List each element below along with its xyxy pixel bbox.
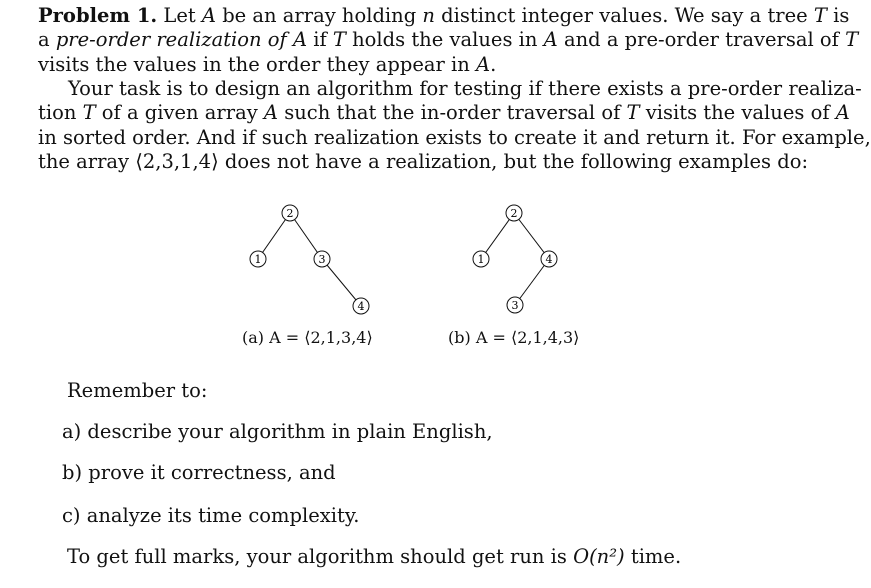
remember-heading: Remember to: (67, 379, 208, 402)
tree-a-node-right-right (353, 298, 369, 314)
p2-line-1: Your task is to design an algorithm for testing if there exists a pre-order realiza- (68, 77, 862, 100)
tree-a-edge-3-4 (322, 259, 361, 306)
problem-paragraph-1 (38, 4, 859, 77)
p1-line-2: a pre-order realization of A if T holds the values in A and a pre-order traversal of T (38, 28, 859, 52)
svg-text:3: 3 (511, 299, 519, 312)
figure-b-caption: (b) A = ⟨2,1,4,3⟩ (448, 328, 580, 347)
tree-a-node-left (250, 251, 266, 267)
remember-item-c: c) analyze its time complexity. (62, 504, 360, 527)
p2-line-2: tion T of a given array A such that the in-order traversal of T visits the values of A (38, 101, 850, 125)
p2-line-4: the array ⟨2,3,1,4⟩ does not have a realization, but the following examples do: (38, 149, 809, 173)
p1-line-1: Problem 1. Let A be an array holding n distinct integer values. We say a tree T is (38, 4, 850, 27)
tree-b-node-right (541, 251, 557, 267)
tree-a-node-right (314, 251, 330, 267)
svg-text:4: 4 (545, 253, 553, 266)
remember-item-a: a) describe your algorithm in plain English, (62, 420, 493, 443)
svg-text:1: 1 (254, 253, 262, 266)
problem-label: Problem 1. (38, 4, 158, 27)
complexity-bound: O(n²) (573, 545, 625, 568)
figure-a-caption: (a) A = ⟨2,1,3,4⟩ (242, 328, 373, 347)
p2-line-3: in sorted order. And if such realization exists to create it and return it. For example, (38, 125, 871, 149)
svg-text:2: 2 (286, 207, 294, 220)
tree-b-edge-4-3 (515, 259, 549, 305)
svg-text:3: 3 (318, 253, 326, 266)
tree-figures (0, 195, 813, 355)
tree-a-edges (258, 213, 361, 306)
tree-b-node-left (473, 251, 489, 267)
tree-a-node-root (282, 205, 298, 221)
svg-text:4: 4 (357, 300, 365, 313)
tree-b-node-right-left (507, 297, 523, 313)
problem-paragraph-2 (38, 77, 871, 174)
tree-b-edge-2-4 (514, 213, 549, 259)
svg-text:2: 2 (510, 207, 518, 220)
full-marks-note: To get full marks, your algorithm should get run is O(n²) time. (67, 545, 682, 568)
p1-line-3: visits the values in the order they appear in A. (38, 52, 497, 76)
tree-b-edges (481, 213, 549, 305)
svg-text:1: 1 (477, 253, 485, 266)
remember-item-b: b) prove it correctness, and (62, 461, 336, 484)
tree-b-node-root (506, 205, 522, 221)
